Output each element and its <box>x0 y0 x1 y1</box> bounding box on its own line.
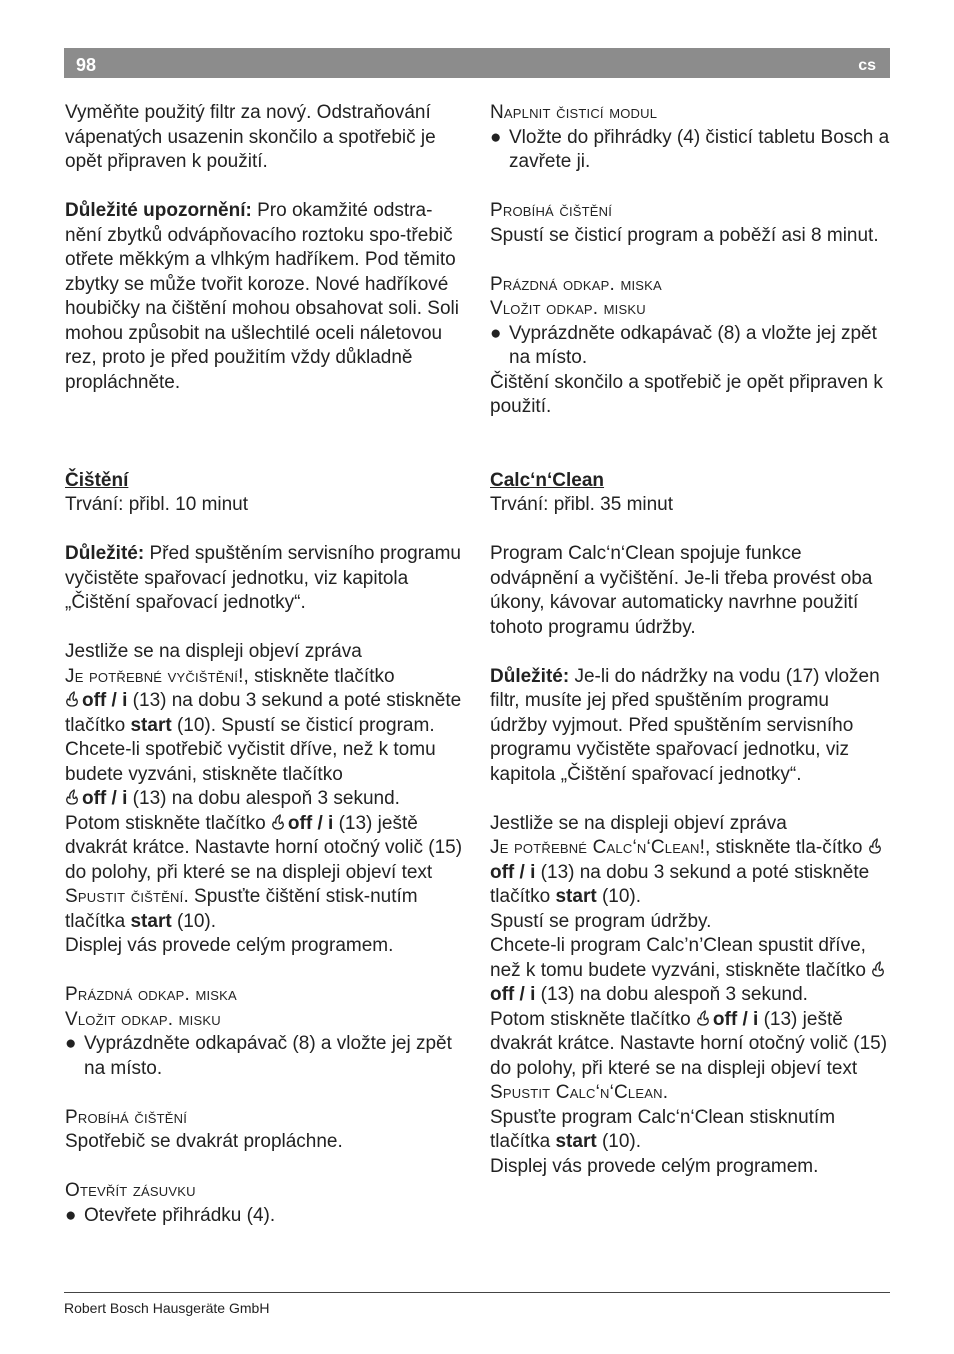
combine-text: Program Calc‘n‘Clean spojuje funkce odvápnění a vyčištění. Je-li třeba provést oba úkony, kávovar automaticky navrhne použití tohoto programu údržby. <box>490 543 873 638</box>
done-text: Čištění skončilo a spotřebič je opět připraven k použití. <box>490 371 883 417</box>
display-message: Naplnit čisticí modul <box>490 102 658 123</box>
display-message: Probíhá čištění <box>490 200 613 221</box>
important-text: Před spuštěním servisního programu vyčistěte spařovací jednotku, viz kapitola „Čištění spařovací jednotky“. <box>65 543 461 613</box>
bullet-dot: ● <box>490 126 502 148</box>
instruction-text: (10). Spustí se čisticí program. <box>171 714 435 736</box>
footer-company: Robert Bosch Hausgeräte GmbH <box>64 1300 270 1316</box>
instruction-text: (13) ještě dvakrát krátce. Nastavte horní otočný volič (15) do polohy, při které se na displeji objeví text <box>490 1008 888 1079</box>
display-message: Prázdná odkap. miska <box>490 273 662 295</box>
off-button-label: off / i <box>82 788 128 809</box>
start-button-label: start <box>130 910 172 932</box>
instruction-text: , stiskněte tlačítko <box>243 665 395 687</box>
display-message: Vložit odkap. misku <box>65 1008 221 1030</box>
instruction-text: , stiskněte tla-čítko <box>705 837 868 858</box>
list-item <box>490 322 890 371</box>
duration: Trvání: přibl. 10 minut <box>65 494 249 515</box>
rinse-text: Spotřebič se dvakrát propláchne. <box>65 1131 343 1152</box>
off-button-label: off / i <box>490 861 536 883</box>
message-instruction <box>490 836 890 910</box>
maintenance-starts: Spustí se program údržby. <box>490 910 712 932</box>
instruction-text: (13) na dobu alespoň 3 sekund. <box>535 984 808 1005</box>
display-message: Je potřebné vyčištění! <box>65 665 244 687</box>
paragraph-filter: Vyměňte použitý filtr za nový. Odstraňování vápenatých usazenin skončilo a spotřebič je opět připraven k použití. <box>65 102 436 172</box>
list-item-text: Vyprázdněte odkapávač (8) a vložte jej zpět na místo. <box>84 1033 452 1079</box>
instruction-text: Potom stiskněte tlačítko <box>490 1008 696 1030</box>
instruction-text: Potom stiskněte tlačítko <box>65 812 271 834</box>
bullet-dot: ● <box>490 322 502 344</box>
instruction-text: Chcete-li program Calc’n’Clean spustit dříve, než k tomu budete vyzváni, stiskněte tlačítko <box>490 935 872 981</box>
list-item <box>65 1204 467 1229</box>
off-button-label: off / i <box>82 690 128 711</box>
off-button-label: off / i <box>287 812 334 834</box>
bullet-dot: ● <box>65 1204 77 1226</box>
instruction-text: (10). <box>596 1131 642 1152</box>
early-instruction <box>65 738 467 934</box>
guide-text: Displej vás provede celým programem. <box>65 935 394 956</box>
duration: Trvání: přibl. 35 minut <box>490 494 674 515</box>
steam-icon <box>696 1010 711 1027</box>
footer-divider <box>64 1292 890 1293</box>
display-message: Je potřebné Calc‘n‘Clean! <box>490 837 706 858</box>
start-button-label: start <box>555 1131 597 1152</box>
list-item-text: Otevřete přihrádku (4). <box>84 1204 276 1226</box>
display-message: Prázdná odkap. miska <box>65 984 237 1005</box>
instruction-text: (13) na dobu 3 sekund a poté stiskněte tlačítko <box>490 861 870 907</box>
steam-icon <box>65 691 80 708</box>
steam-icon <box>868 838 883 855</box>
instruction-text: (13) na dobu 3 sekund a poté stiskněte tlačítko <box>65 690 462 736</box>
early-instruction <box>490 934 890 1155</box>
left-column <box>65 101 467 1228</box>
steam-icon <box>271 814 286 831</box>
list-item <box>65 1032 467 1081</box>
list-item-text: Vyprázdněte odkapávač (8) a vložte jej zpět na místo. <box>509 322 877 368</box>
instruction-text: (10). <box>171 910 217 932</box>
important-label: Důležité: <box>490 665 570 687</box>
start-button-label: start <box>555 886 597 907</box>
list-item <box>490 126 890 175</box>
display-message: Spustit Calc‘n‘Clean <box>490 1082 663 1103</box>
instruction-text: Spusťte program Calc‘n‘Clean stisknutím tlačítka <box>490 1106 836 1152</box>
important-label: Důležité upozornění: <box>65 200 252 221</box>
steam-icon <box>65 789 80 806</box>
off-button-label: off / i <box>490 984 536 1005</box>
instruction-text: . Spusťte čištění stisk-nutím tlačítka <box>65 886 418 932</box>
section-title-calc-clean: Calc‘n‘Clean <box>490 469 605 491</box>
list-item-text: Vložte do přihrádky (4) čisticí tabletu Bosch a zavřete ji. <box>509 126 890 172</box>
important-calc-clean <box>490 665 890 788</box>
important-text: Je-li do nádržky na vodu (17) vložen filtr, musíte jej před spuštěním programu údržby vyjmout. Před spuštěním servisního programu vyčistěte spařovací jednotku, viz kapitola „Čištění spařovací jednotky“. <box>490 665 880 785</box>
section-title-cleaning: Čištění <box>65 469 129 491</box>
display-message: Otevřít zásuvku <box>65 1180 196 1201</box>
message-intro: Jestliže se na displeji objeví zpráva <box>65 641 362 662</box>
page-header <box>64 48 890 78</box>
guide-text: Displej vás provede celým programem. <box>490 1155 819 1177</box>
bullet-dot: ● <box>65 1033 77 1054</box>
instruction-text: (13) ještě dvakrát krátce. Nastavte horní otočný volič (15) do polohy, při které se na displeji objeví text <box>65 812 463 883</box>
instruction-text: (13) na dobu alespoň 3 sekund. <box>127 788 400 809</box>
important-label: Důležité: <box>65 543 145 564</box>
language-code: cs <box>858 57 876 74</box>
off-button-label: off / i <box>712 1008 759 1030</box>
message-instruction <box>65 665 467 739</box>
instruction-text: Chcete-li spotřebič vyčistit dříve, než k tomu budete vyzváni, stiskněte tlačítko <box>65 739 436 785</box>
important-notice <box>65 199 467 395</box>
right-column <box>490 101 890 1179</box>
instruction-text: (10). <box>596 886 642 907</box>
display-message: Vložit odkap. misku <box>490 298 646 319</box>
page-number: 98 <box>76 55 97 75</box>
program-runs-text: Spustí se čisticí program a poběží asi 8 minut. <box>490 224 879 246</box>
start-button-label: start <box>130 714 172 736</box>
display-message: Probíhá čištění <box>65 1106 188 1128</box>
message-intro: Jestliže se na displeji objeví zpráva <box>490 812 787 834</box>
steam-icon <box>871 961 886 978</box>
instruction-text: . <box>662 1082 668 1103</box>
display-message: Spustit čištění <box>65 886 184 907</box>
important-cleaning <box>65 542 467 616</box>
important-text: Pro okamžité odstra-nění zbytků odvápňovacího roztoku spo-třebič otřete měkkým a vlhkým hadříkem. Pod těmito zbytky se může tvořit koroze. Nové hadříkové houbičky na čištění mohou obsahovat soli. Soli mohou způsobit na ušlechtilé oceli náletovou rez, proto je před použitím vždy důkladně propláchněte. <box>65 200 459 393</box>
